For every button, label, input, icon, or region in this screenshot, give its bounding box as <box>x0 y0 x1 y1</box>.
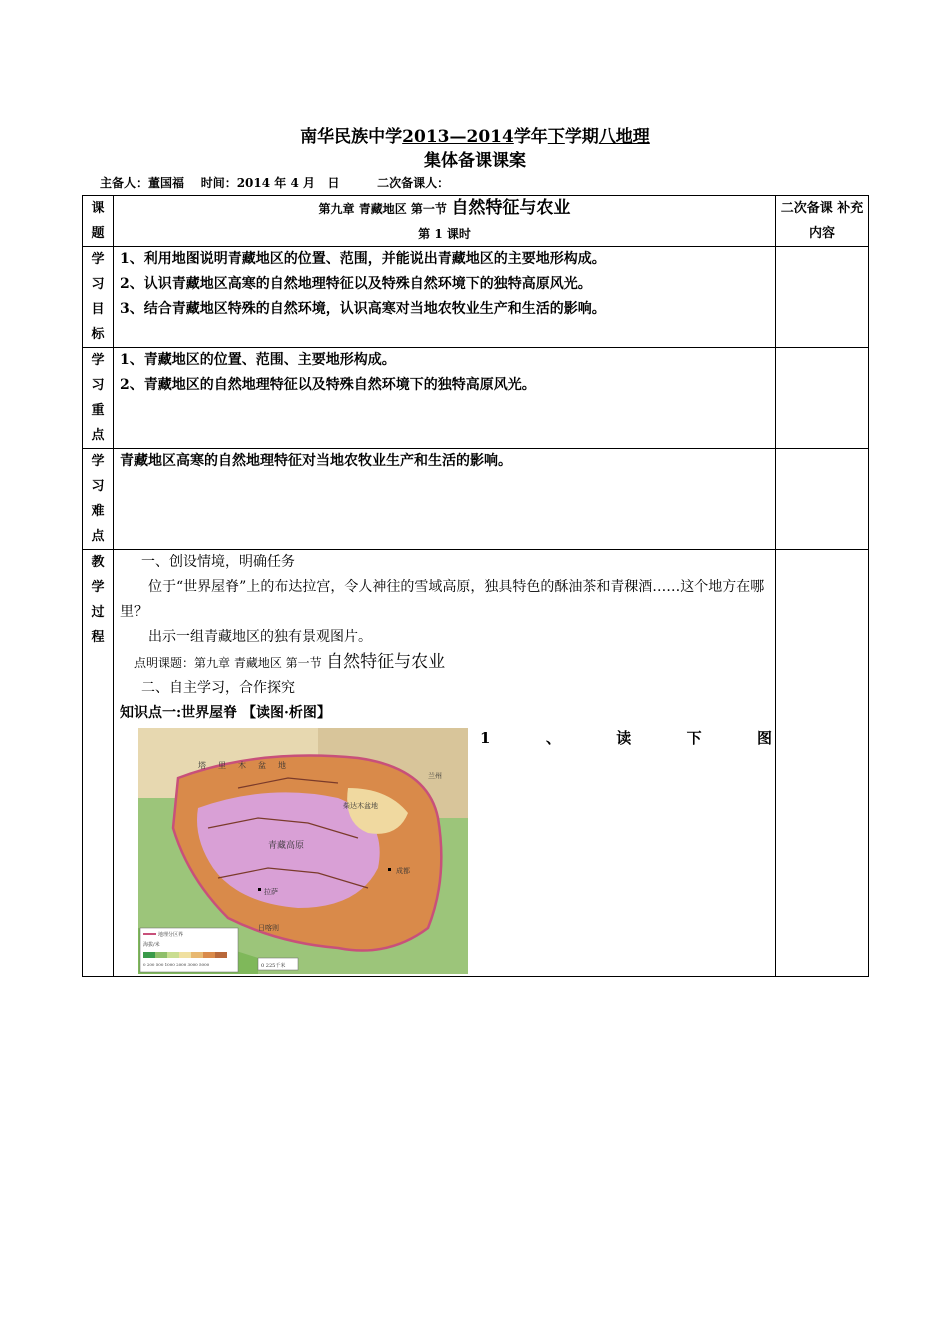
side-header-line: 补充内容 <box>808 201 864 241</box>
process-para2: 出示一组青藏地区的独有景观图片。 <box>148 629 372 645</box>
side-cell <box>776 449 869 550</box>
read-char: 1 <box>480 729 491 747</box>
label-char: 题 <box>91 226 105 241</box>
side-cell <box>776 550 869 977</box>
process-para1: 位于“世界屋脊”上的布达拉宫，令人神往的雪域高原，独具特色的酥油茶和青稞酒……这个地方在哪里？ <box>120 579 765 620</box>
topic-period: 第 1 课时 <box>418 227 471 241</box>
title-mid: 学年 <box>513 127 548 147</box>
qinghai-tibet-map <box>138 728 468 974</box>
map-label: 拉萨 <box>264 888 278 896</box>
page-title <box>0 122 950 147</box>
label-char: 学 <box>91 454 105 469</box>
title-school: 南华民族中学 <box>300 127 403 147</box>
map-row <box>120 726 772 976</box>
meta-line: 主备人：董国福 时间：2014 年 4 月 日 二次备课人： <box>100 176 450 190</box>
goals-cell <box>114 247 776 348</box>
label-char: 点 <box>91 428 105 443</box>
read-instruction <box>480 726 772 751</box>
label-char: 教 <box>91 555 105 570</box>
label-char: 习 <box>91 378 105 393</box>
process-label <box>83 550 114 977</box>
map-label: 日喀则 <box>258 924 279 932</box>
read-char: 、 <box>545 729 561 747</box>
topic-cell <box>114 196 776 247</box>
legend-title: 海拔/米 <box>143 942 160 948</box>
label-char: 学 <box>91 353 105 368</box>
label-char: 课 <box>91 201 105 216</box>
goal-item: 1、利用地图说明青藏地区的位置、范围，并能说出青藏地区的主要地形构成。 <box>120 251 606 267</box>
difficulty-label <box>83 449 114 550</box>
label-char: 重 <box>91 403 105 418</box>
process-cell <box>114 550 776 977</box>
point-prefix: 点明课题：第九章 青藏地区 第一节 <box>134 656 322 670</box>
read-char: 图 <box>756 729 772 747</box>
focus-label <box>83 348 114 449</box>
knowledge-point: 知识点一:世界屋脊 【读图·析图】 <box>120 705 331 721</box>
legend-ticks: 0 200 500 1000 2000 3000 5000 <box>143 962 210 967</box>
map-label: 塔 <box>198 761 206 770</box>
focus-cell <box>114 348 776 449</box>
read-char: 下 <box>686 729 702 747</box>
goal-item: 2、认识青藏地区高寒的自然地理特征以及特殊自然环境下的独特高原风光。 <box>120 276 592 292</box>
label-char: 程 <box>91 630 105 645</box>
label-char: 习 <box>91 277 105 292</box>
label-char: 目 <box>91 302 105 317</box>
map-label: 里 <box>218 761 226 770</box>
lesson-table <box>82 195 869 977</box>
topic-chapter: 第九章 青藏地区 第一节 <box>318 202 447 216</box>
side-cell <box>776 247 869 348</box>
process-step1: 一、创设情境，明确任务 <box>141 554 295 570</box>
legend-boundary: 地理分区界 <box>158 932 184 938</box>
title-term: 下 <box>547 127 565 147</box>
goals-label <box>83 247 114 348</box>
process-step2: 二、自主学习，合作探究 <box>141 680 295 696</box>
goal-item: 3、结合青藏地区特殊的自然环境，认识高寒对当地农牧业生产和生活的影响。 <box>120 301 606 317</box>
map-label: 青藏高原 <box>268 841 305 851</box>
side-header-line: 二次备课 <box>780 201 833 216</box>
difficulty-text: 青藏地区高寒的自然地理特征对当地农牧业生产和生活的影响。 <box>120 453 512 469</box>
topic-label <box>83 196 114 247</box>
focus-item: 1、青藏地区的位置、范围、主要地形构成。 <box>120 352 396 368</box>
label-char: 标 <box>91 327 105 342</box>
side-header <box>776 196 869 247</box>
label-char: 难 <box>91 504 105 519</box>
topic-title: 自然特征与农业 <box>451 198 571 218</box>
map-label: 兰州 <box>428 772 442 780</box>
label-char: 点 <box>91 529 105 544</box>
point-title: 自然特征与农业 <box>326 652 446 672</box>
difficulty-cell <box>114 449 776 550</box>
focus-item: 2、青藏地区的自然地理特征以及特殊自然环境下的独特高原风光。 <box>120 377 536 393</box>
side-cell <box>776 348 869 449</box>
label-char: 学 <box>91 580 105 595</box>
map-label: 成都 <box>396 867 410 875</box>
title-year: 2013—2014 <box>402 127 514 147</box>
scale-bar: 0 225千米 <box>261 963 286 969</box>
map-label: 地 <box>278 761 286 770</box>
map-label: 盆 <box>258 761 266 770</box>
page-subtitle: 集体备课课案 <box>424 151 526 171</box>
label-char: 习 <box>91 479 105 494</box>
label-char: 学 <box>91 252 105 267</box>
title-grade: 八地理 <box>598 127 650 147</box>
read-char: 读 <box>616 729 632 747</box>
title-mid2: 学期 <box>564 127 599 147</box>
label-char: 过 <box>91 605 105 620</box>
map-label: 柴达木盆地 <box>343 802 378 810</box>
map-label: 木 <box>238 761 246 770</box>
